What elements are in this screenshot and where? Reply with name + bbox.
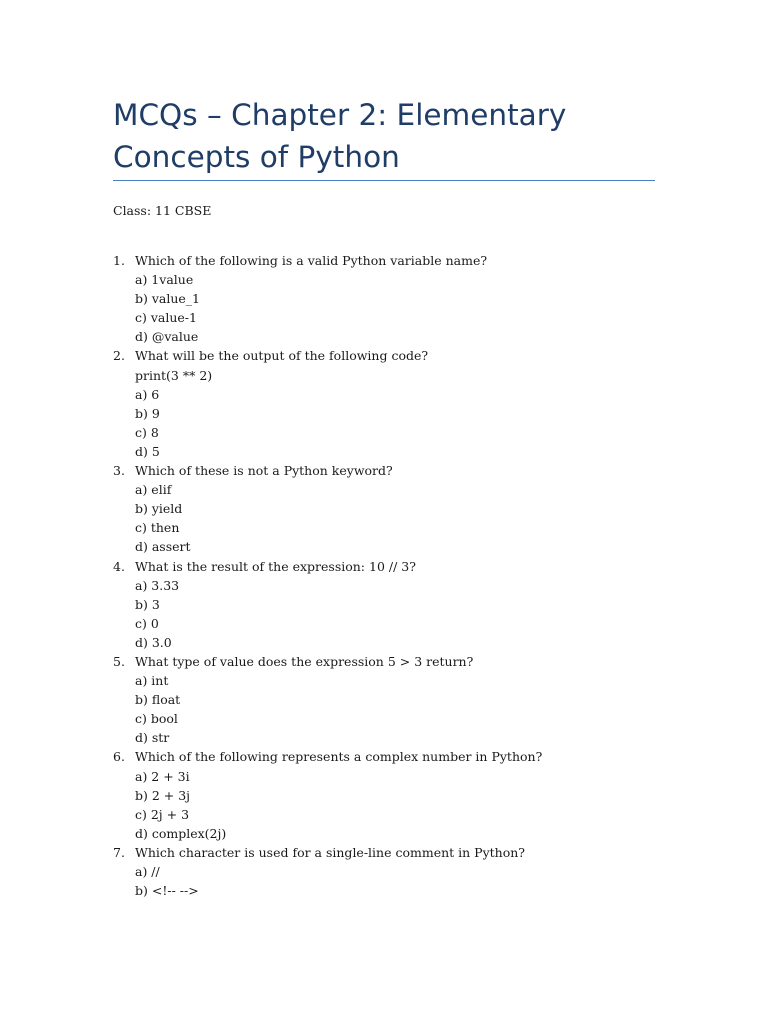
title-underline — [113, 180, 655, 181]
answer-option: d) @value — [135, 329, 199, 345]
answer-option: c) value-1 — [135, 310, 197, 326]
question-item — [113, 652, 673, 747]
question-item — [113, 843, 673, 900]
answer-option: a) int — [135, 673, 169, 689]
question-number: 7. — [113, 844, 125, 860]
answer-option: d) str — [135, 730, 170, 746]
question-number: 5. — [113, 653, 125, 669]
question-item — [113, 747, 673, 842]
answer-option: d) assert — [135, 539, 191, 555]
document-title: MCQs – Chapter 2: Elementary Concepts of Python — [113, 98, 567, 174]
answer-option: b) 9 — [135, 405, 160, 421]
class-label: Class: 11 CBSE — [113, 203, 212, 218]
question-item — [113, 346, 673, 461]
answer-option: b) <!-- --> — [135, 883, 199, 899]
answer-option: b) value_1 — [135, 291, 201, 307]
answer-option: b) 2 + 3j — [135, 787, 191, 803]
question-number: 3. — [113, 463, 125, 479]
answer-option: d) 5 — [135, 443, 160, 459]
question-item — [113, 461, 673, 556]
question-item — [113, 251, 673, 346]
question-item — [113, 557, 673, 652]
answer-option: b) yield — [135, 501, 183, 517]
answer-option: a) elif — [135, 482, 172, 498]
question-number: 2. — [113, 348, 125, 364]
answer-option: a) 6 — [135, 386, 160, 402]
answer-option: c) 2j + 3 — [135, 806, 190, 822]
question-text: What is the result of the expression: 10 // 3? — [135, 558, 416, 574]
question-number: 4. — [113, 558, 125, 574]
question-text: Which of the following represents a complex number in Python? — [135, 749, 543, 765]
answer-option: a) // — [135, 864, 160, 879]
answer-option: b) 3 — [135, 596, 160, 612]
answer-option: b) float — [135, 692, 181, 708]
question-number: 6. — [113, 749, 125, 765]
answer-option: a) 3.33 — [135, 577, 180, 593]
question-list — [113, 251, 673, 900]
question-text: Which of the following is a valid Python variable name? — [135, 253, 488, 268]
answer-option: a) 2 + 3i — [135, 768, 190, 784]
answer-option: c) 8 — [135, 424, 159, 440]
answer-option: d) complex(2j) — [135, 825, 227, 841]
question-text: What will be the output of the following code? — [135, 348, 429, 364]
answer-option: c) 0 — [135, 615, 159, 631]
question-text: Which character is used for a single-line comment in Python? — [135, 844, 525, 860]
question-text: Which of these is not a Python keyword? — [135, 463, 393, 479]
answer-option: a) 1value — [135, 272, 194, 288]
question-number: 1. — [113, 253, 125, 268]
question-text: What type of value does the expression 5 > 3 return? — [135, 653, 474, 669]
answer-option: d) 3.0 — [135, 634, 172, 650]
question-code: print(3 ** 2) — [135, 367, 213, 383]
answer-option: c) then — [135, 520, 180, 536]
answer-option: c) bool — [135, 711, 178, 727]
